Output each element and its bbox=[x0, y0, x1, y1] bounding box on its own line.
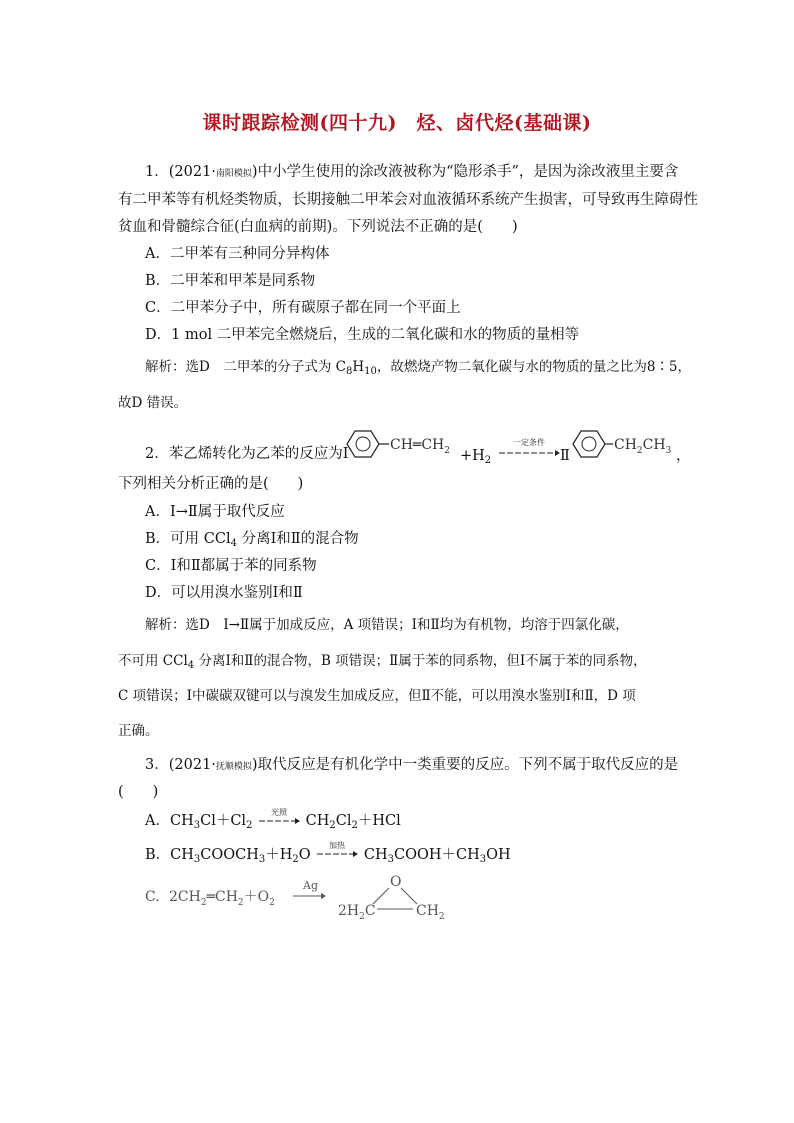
q2-stem-line1: 2．苯乙烯转化为乙苯的反应为Ⅰ bbox=[145, 446, 349, 462]
q2-stem-line2: 下列相关分析正确的是( ) bbox=[118, 476, 304, 492]
svg-text:CH2CH3: $CH_2CH_3$ bbox=[614, 437, 672, 456]
styrene-structure bbox=[337, 424, 467, 468]
q2-answer-line3: C 项错误；Ⅰ中碳碳双键可以与溴发生加成反应，但Ⅱ不能，可以用溴水鉴别Ⅰ和Ⅱ，D 项 bbox=[118, 688, 636, 704]
q2-option-d: D．可以用溴水鉴别Ⅰ和Ⅱ bbox=[145, 585, 303, 601]
q3-option-b: B．$CH_3COOCH_3+H_2O$ 加热 $CH_3COOH+CH_3OH$ bbox=[145, 841, 511, 865]
comma: ， bbox=[676, 448, 691, 464]
ethylbenzene-structure bbox=[565, 424, 685, 468]
q2-option-c: C．Ⅰ和Ⅱ都属于苯的同系物 bbox=[145, 558, 317, 574]
heat-condition-arrow bbox=[315, 841, 359, 862]
svg-text:加热: 加热 bbox=[329, 841, 346, 850]
svg-text:CH═CH2: $CH═CH_2$ bbox=[390, 437, 451, 456]
light-condition-arrow bbox=[257, 808, 301, 828]
q2-option-a: A．Ⅰ→Ⅱ属于取代反应 bbox=[145, 504, 285, 520]
q1-stem-line3: 贫血和骨髓综合征(白血病的前期)。下列说法不正确的是( ) bbox=[118, 219, 518, 235]
roman-two: Ⅱ bbox=[560, 448, 570, 464]
q2-answer-line2: 不可用 CCl$_4$ 分离Ⅰ和Ⅱ的混合物，B 项错误；Ⅱ属于苯的同系物，但Ⅰ不属于苯的同系物， bbox=[118, 653, 647, 671]
svg-text:一定条件: 一定条件 bbox=[513, 438, 545, 447]
q1-answer-line1: 解析：选D 二甲苯的分子式为 $C_8H_{10}$，故燃烧产物二氧化碳与水的物质的量之比为8∶5， bbox=[145, 359, 692, 377]
svg-text:Ag: Ag bbox=[303, 879, 318, 892]
q1-stem-line2: 有二甲苯等有机烃类物质，长期接触二甲苯会对血液循环系统产生损害，可导致再生障碍性 bbox=[118, 192, 698, 208]
plus-h2: $+H_2$ bbox=[460, 448, 492, 466]
svg-text:C.: C. bbox=[145, 889, 160, 905]
q3-option-c bbox=[145, 872, 455, 926]
q1-option-a: A．二甲苯有三种同分异构体 bbox=[145, 246, 330, 262]
q1-option-d: D．1 mol 二甲苯完全燃烧后，生成的二氧化碳和水的物质的量相等 bbox=[145, 327, 580, 343]
q1-stem-line1: 1．(2021·南阳模拟)中小学生使用的涂改液被称为“隐形杀手”，是因为涂改液里主要含 bbox=[145, 164, 679, 180]
svg-text:CH2: $CH_2$ bbox=[416, 903, 445, 922]
q3-stem-line1: 3．(2021·抚顺模拟)取代反应是有机化学中一类重要的反应。下列不属于取代反应的是 bbox=[145, 757, 679, 773]
reaction-arrow-condition bbox=[497, 436, 561, 466]
q2-option-b: B．可用 CCl$_4$ 分离Ⅰ和Ⅱ的混合物 bbox=[145, 531, 359, 549]
q1-answer-line2: 故D 错误。 bbox=[118, 395, 188, 411]
source-tag: 南阳模拟 bbox=[215, 169, 252, 179]
svg-text:O: O bbox=[390, 874, 402, 890]
q1-option-b: B．二甲苯和甲苯是同系物 bbox=[145, 273, 316, 289]
svg-text:光照: 光照 bbox=[271, 808, 288, 817]
q3-stem-line2: ( ) bbox=[118, 784, 159, 800]
source-tag: 抚顺模拟 bbox=[215, 762, 252, 772]
svg-text:2H2C: $2H_2C$ bbox=[338, 903, 376, 922]
svg-text:2CH2═CH2＋O2: $2CH_2═CH_2+O_2$ bbox=[169, 889, 275, 908]
q2-answer-line4: 正确。 bbox=[118, 723, 159, 739]
q1-option-c: C．二甲苯分子中，所有碳原子都在同一个平面上 bbox=[145, 300, 461, 316]
q3-option-a: A．$CH_3Cl+Cl_2$ 光照 $CH_2Cl_2+HCl$ bbox=[145, 808, 401, 831]
q2-answer-line1: 解析：选D Ⅰ→Ⅱ属于加成反应，A 项错误；Ⅰ和Ⅱ均为有机物，均溶于四氯化碳， bbox=[145, 617, 629, 633]
page-title: 课时跟踪检测(四十九) 烃、卤代烃(基础课) bbox=[202, 112, 592, 134]
